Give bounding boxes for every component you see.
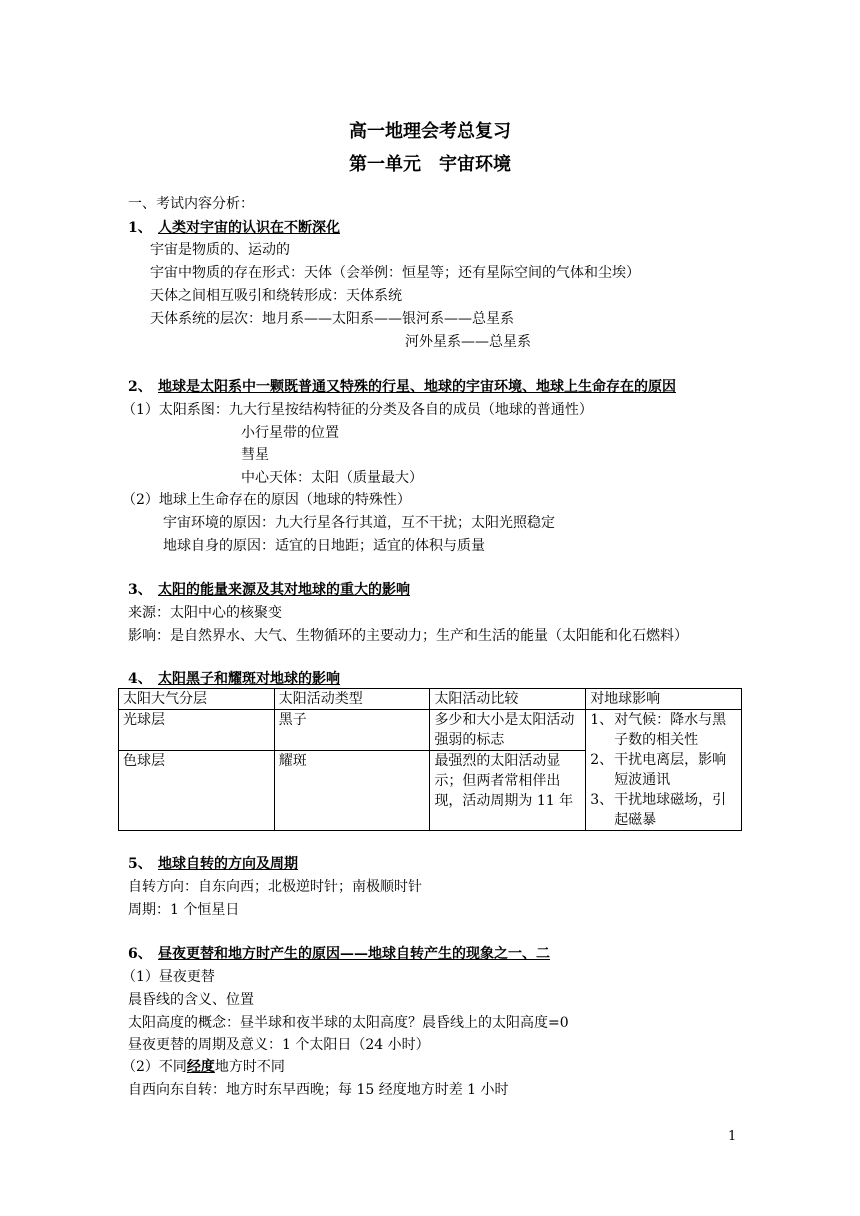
table-row <box>119 710 742 751</box>
section-3-heading <box>128 580 410 600</box>
section-3-title: 太阳的能量来源及其对地球的重大的影响 <box>158 582 410 598</box>
effect-number: 3、 <box>590 792 614 808</box>
s6-line: 太阳高度的概念：昼半球和夜半球的太阳高度？晨昏线上的太阳高度=0 <box>128 1015 569 1031</box>
table-header-cell: 太阳大气分层 <box>119 689 275 710</box>
section-intro: 一、考试内容分析： <box>128 196 254 212</box>
table-cell: 最强烈的太阳活动显示；但两者常相伴出现，活动周期为 11 年 <box>430 751 586 831</box>
section-6-title: 昼夜更替和地方时产生的原因——地球自转产生的现象之一、二 <box>158 946 550 962</box>
s2-line: （1）太阳系图：九大行星按结构特征的分类及各自的成员（地球的普通性） <box>122 402 593 418</box>
section-2-heading <box>128 377 676 397</box>
s5-line: 自转方向：自东向西；北极逆时针；南极顺时针 <box>128 879 422 895</box>
s5-line: 周期：1 个恒星日 <box>128 902 240 918</box>
earth-effects-cell <box>586 710 742 831</box>
section-1-title: 人类对宇宙的认识在不断深化 <box>158 220 340 236</box>
s6-line-pre: （2）不同 <box>122 1059 187 1075</box>
section-3-number: 3、 <box>128 582 152 598</box>
page-number: 1 <box>728 1129 737 1144</box>
s2-line: 中心天体：太阳（质量最大） <box>241 470 423 486</box>
table-cell: 色球层 <box>119 751 275 831</box>
s1-line: 宇宙是物质的、运动的 <box>150 242 290 258</box>
s6-line: 昼夜更替的周期及意义：1 个太阳日（24 小时） <box>128 1037 430 1053</box>
longitude-emphasis: 经度 <box>186 1059 215 1075</box>
effect-number: 1、 <box>590 712 614 728</box>
effect-item <box>590 750 737 790</box>
section-6-number: 6、 <box>128 946 152 962</box>
section-4-title: 太阳黑子和耀斑对地球的影响 <box>158 671 340 687</box>
s2-line: 地球自身的原因：适宜的日地距；适宜的体积与质量 <box>163 538 485 554</box>
effect-text: 干扰电离层，影响短波通讯 <box>614 752 727 788</box>
s6-line: 自西向东自转：地方时东早西晚；每 15 经度地方时差 1 小时 <box>128 1082 509 1098</box>
s2-line: （2）地球上生命存在的原因（地球的特殊性） <box>122 492 411 508</box>
section-5-title: 地球自转的方向及周期 <box>158 856 298 872</box>
s1-line: 天体系统的层次：地月系——太阳系——银河系——总星系 <box>150 311 514 327</box>
s3-line: 来源：太阳中心的核聚变 <box>128 605 282 621</box>
section-1-number: 1、 <box>128 220 152 236</box>
effect-number: 2、 <box>590 752 614 768</box>
s1-line: 河外星系——总星系 <box>405 334 531 350</box>
s6-line: （1）昼夜更替 <box>122 969 215 985</box>
table-header-row <box>119 689 742 710</box>
section-2-title: 地球是太阳系中一颗既普通又特殊的行星、地球的宇宙环境、地球上生命存在的原因 <box>158 379 676 395</box>
s6-line-post: 地方时不同 <box>214 1059 285 1075</box>
table-header-cell: 太阳活动类型 <box>274 689 430 710</box>
document-title: 高一地理会考总复习 <box>349 121 511 142</box>
s2-line: 彗星 <box>241 447 269 463</box>
s3-line: 影响：是自然界水、大气、生物循环的主要动力；生产和生活的能量（太阳能和化石燃料） <box>128 628 688 644</box>
table-cell: 光球层 <box>119 710 275 751</box>
s1-line: 宇宙中物质的存在形式：天体（会举例：恒星等；还有星际空间的气体和尘埃） <box>150 265 640 281</box>
table-cell: 耀斑 <box>274 751 430 831</box>
unit-subtitle: 第一单元 宇宙环境 <box>349 154 511 175</box>
effect-item <box>590 710 737 750</box>
s2-line: 宇宙环境的原因：九大行星各行其道，互不干扰；太阳光照稳定 <box>163 515 555 531</box>
s6-line-longitude <box>122 1057 285 1077</box>
table-cell: 多少和大小是太阳活动强弱的标志 <box>430 710 586 751</box>
section-5-number: 5、 <box>128 856 152 872</box>
table-cell: 黑子 <box>274 710 430 751</box>
section-2-number: 2、 <box>128 379 152 395</box>
effect-item <box>590 790 737 830</box>
effect-text: 对气候：降水与黑子数的相关性 <box>614 712 727 748</box>
section-6-heading <box>128 944 550 964</box>
table-header-cell: 太阳活动比较 <box>430 689 586 710</box>
section-4-number: 4、 <box>128 671 152 687</box>
section-4-heading <box>128 669 340 689</box>
s6-line: 晨昏线的含义、位置 <box>128 992 254 1008</box>
section-5-heading <box>128 854 298 874</box>
section-1-heading <box>128 218 340 238</box>
s1-line: 天体之间相互吸引和绕转形成：天体系统 <box>150 288 402 304</box>
effect-text: 干扰地球磁场，引起磁暴 <box>614 792 727 828</box>
table-header-cell: 对地球影响 <box>586 689 742 710</box>
solar-activity-table <box>118 688 742 831</box>
s2-line: 小行星带的位置 <box>241 425 339 441</box>
